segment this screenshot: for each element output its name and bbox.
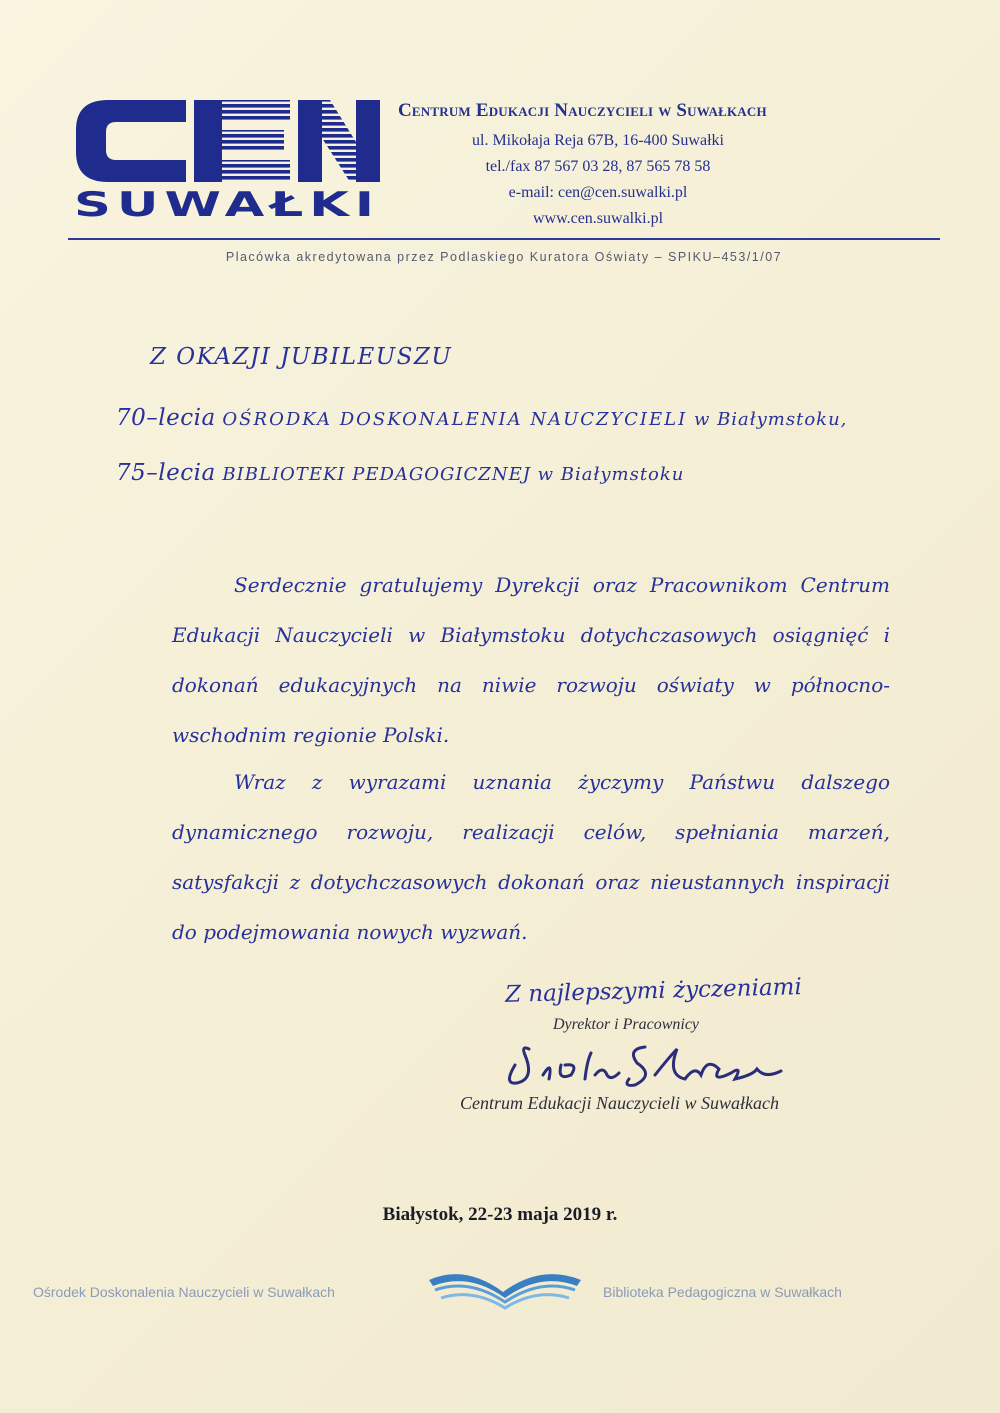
- institution-website: www.cen.suwalki.pl: [532, 210, 664, 227]
- header-divider: [68, 238, 940, 240]
- signatory-institution: Centrum Edukacji Nauczycieli w Suwałkach: [460, 1093, 779, 1113]
- institution-address: ul. Mikołaja Reja 67B, 16-400 Suwałki: [472, 132, 724, 149]
- institution-phone: tel./fax 87 567 03 28, 87 565 78 58: [485, 158, 711, 175]
- occasion-heading: Z OKAZJI JUBILEUSZU: [150, 344, 453, 370]
- footer-library: Biblioteka Pedagogiczna w Suwałkach: [603, 1284, 842, 1300]
- accreditation-note: Placówka akredytowana przez Podlaskiego Kuratora Oświaty – SPIKU–453/1/07: [225, 250, 783, 264]
- library-city: w Białymstoku: [537, 464, 685, 485]
- anniversary-70: 70–lecia: [116, 405, 216, 431]
- signatory-title: Dyrektor i Pracownicy: [553, 1016, 700, 1033]
- handwritten-signature: [495, 1035, 815, 1095]
- institution-block: [398, 100, 923, 232]
- congratulations-paragraph: [172, 560, 890, 760]
- occasion-line-odn: [116, 405, 847, 431]
- handwritten-closing: Z najlepszymi życzeniami: [504, 974, 803, 1008]
- wishes-paragraph: [172, 757, 890, 957]
- logo-subtitle: SUWAŁKI: [74, 185, 380, 220]
- occasion-line-library: [116, 460, 684, 486]
- open-book-icon: [425, 1262, 585, 1312]
- anniversary-75: 75–lecia: [116, 460, 216, 486]
- institution-name: Centrum Edukacji Nauczycieli w Suwałkach: [398, 100, 767, 121]
- footer-odn: Ośrodek Doskonalenia Nauczycieli w Suwałkach: [33, 1284, 335, 1300]
- odn-city: w Białymstoku,: [693, 409, 848, 430]
- paragraph1-text: Serdecznie gratulujemy Dyrekcji oraz Pracownikom Centrum Edukacji Nauczycieli w Białymstoku dotychczasowych osiągnięć i dokonań edukacyjnych na niwie rozwoju oświaty w północno-wschodnim regionie Polski.: [172, 573, 890, 747]
- odn-name: OŚRODKA DOSKONALENIA NAUCZYCIELI: [222, 409, 688, 430]
- library-name: BIBLIOTEKI PEDAGOGICZNEJ: [222, 464, 531, 485]
- place-and-date: Białystok, 22-23 maja 2019 r.: [382, 1204, 618, 1225]
- cen-suwalki-logo: [68, 92, 386, 220]
- paragraph2-text: Wraz z wyrazami uznania życzymy Państwu dalszego dynamicznego rozwoju, realizacji celów, spełniania marzeń, satysfakcji z dotychczasowych dokonań oraz nieustannych inspiracji do podejmowania nowych wyzwań.: [172, 770, 890, 944]
- institution-email: e-mail: cen@cen.suwalki.pl: [508, 184, 688, 201]
